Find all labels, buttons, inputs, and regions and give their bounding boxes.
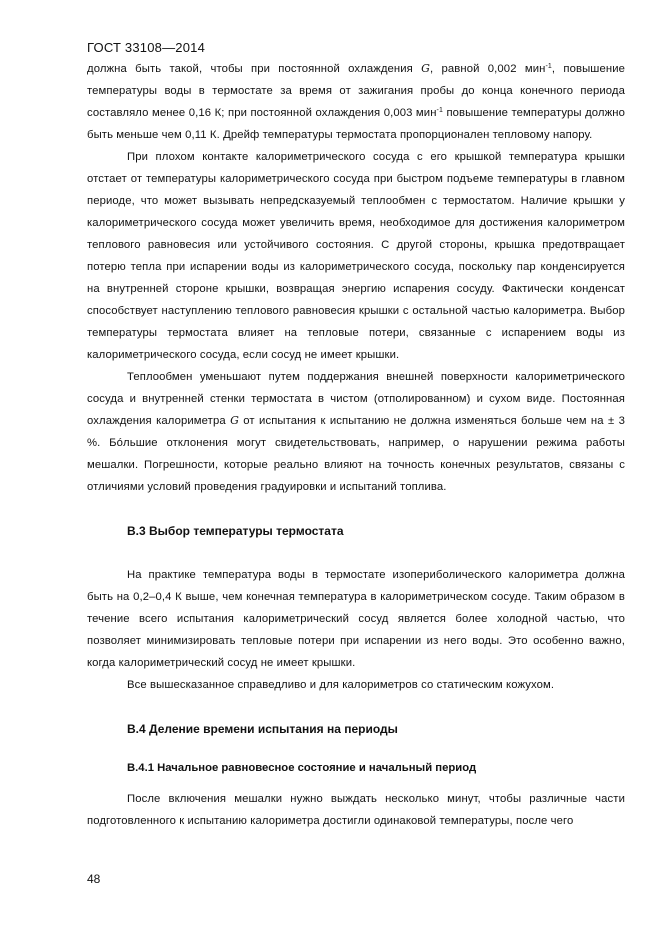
paragraph-initial-period: После включения мешалки нужно выждать несколько минут, чтобы различные части подготовленного к испытанию калориметра достигли одинаковой температуры, после чего [87, 793, 625, 827]
text-run: , равной 0,002 мин [430, 63, 546, 75]
superscript: -1 [436, 107, 443, 114]
text-run: повышение температуры должно быть меньше чем 0,11 К. Дрейф температуры термостата пропорционален тепловому напору. [87, 107, 625, 141]
symbol-g: G [230, 414, 239, 427]
subsection-heading-b41: В.4.1 Начальное равновесное состояние и начальный период [127, 762, 477, 774]
section-heading-b3: В.3 Выбор температуры термостата [127, 524, 344, 538]
text-run: , повышение температуры воды в термостате за время от зажигания пробы до конца конечного периода составляло менее 0,16 К; при постоянной охлаждения 0,003 мин [87, 63, 625, 119]
text-run: должна быть такой, чтобы при постоянной охлаждения [87, 63, 422, 75]
text-run: Теплообмен уменьшают путем поддержания внешней поверхности калориметрического сосуда и внутренней стенки термостата в чистом (отполированном) и сухом виде. Постоянная охлаждения калориметра [87, 371, 625, 427]
text-run: от испытания к испытанию не должна изменяться больше чем на ± 3 %. Бóльшие отклонения могут свидетельствовать, например, о нарушении режима работы мешалки. Погрешности, которые реально влияют на точность конечных результатов, связаны с отличиями условий проведения градуировки и испытаний топлива. [87, 415, 625, 493]
document-body [87, 58, 625, 832]
paragraph-heat-exchange [87, 366, 625, 498]
paragraph-static-jacket: Все вышесказанное справедливо и для калориметров со статическим кожухом. [127, 679, 555, 691]
paragraph-lid-contact: При плохом контакте калориметрического сосуда с его крышкой температура крышки отстает от температуры калориметрического сосуда при быстром подъеме температуры в главном периоде, что может вызывать непредсказуемый теплообмен с термостатом. Наличие крышки у калориметрического сосуда может увеличить время, необходимое для достижения калориметром теплового равновесия или устойчивого состояния. С другой стороны, крышка предотвращает потерю тепла при испарении воды из калориметрического сосуда, поскольку пар конденсируется на внутренней стороне крышки, возвращая энергию испарения сосуду. Фактически конденсат способствует наступлению теплового равновесия крышки с остальной частью калориметра. Выбор температуры термостата влияет на тепловые потери, связанные с испарением воды из калориметрического сосуда, если сосуд не имеет крышки. [87, 151, 625, 361]
symbol-g: G [421, 62, 431, 75]
page-number: 48 [87, 872, 101, 886]
section-heading-b4: В.4 Деление времени испытания на периоды [127, 722, 398, 736]
standard-header: ГОСТ 33108—2014 [87, 40, 206, 55]
superscript: -1 [545, 63, 552, 70]
paragraph-thermostat-temp: На практике температура воды в термостате изопериболического калориметра должна быть на 0,2–0,4 К выше, чем конечная температура в калориметрическом сосуде. Таким образом в течение всего испытания калориметрический сосуд является более холодной частью, что позволяет минимизировать тепловые потери при испарении из него воды. Это особенно важно, когда калориметрический сосуд не имеет крышки. [87, 569, 625, 669]
paragraph-cooling-constant [87, 58, 625, 146]
